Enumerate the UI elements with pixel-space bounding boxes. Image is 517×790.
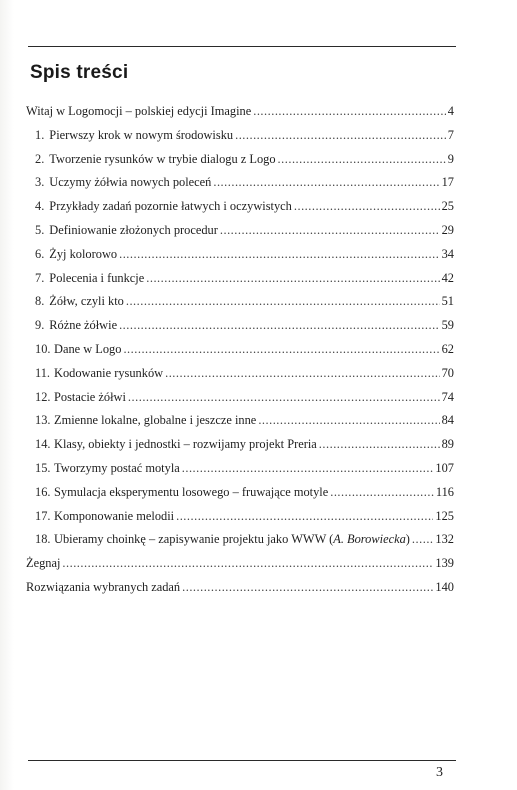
toc-entry-8	[26, 290, 454, 314]
page-number: 3	[436, 765, 443, 780]
toc-entry-label: Tworzenie rysunków w trybie dialogu z Logo	[49, 151, 276, 166]
toc-entry-14	[26, 433, 454, 457]
toc-entry-number: 3.	[35, 175, 45, 190]
toc-entry-page: 132	[435, 532, 454, 547]
leader-dots	[146, 267, 439, 291]
toc-entry-page: 9	[447, 151, 454, 166]
toc-entry-page: 107	[435, 460, 454, 475]
toc-title: Spis treści	[30, 62, 129, 83]
toc-entry-13	[26, 409, 454, 433]
leader-dots	[128, 386, 440, 410]
toc-entry-number: 8.	[35, 294, 45, 309]
toc-entry-page: 116	[435, 484, 454, 499]
toc-entry-label: Różne żółwie	[49, 318, 118, 333]
top-rule	[28, 46, 456, 47]
toc-entry-number: 18.	[35, 532, 51, 547]
toc-entry-page: 62	[441, 341, 454, 356]
toc-entry-number: 6.	[35, 246, 45, 261]
leader-dots	[278, 148, 446, 172]
toc-entry-label: Pierwszy krok w nowym środowisku	[49, 127, 234, 142]
toc-entry-number: 1.	[35, 127, 45, 142]
toc-entry-page: 7	[447, 127, 454, 142]
toc-entry-16	[26, 481, 454, 505]
toc-entry-12	[26, 386, 454, 410]
toc-entry-number: 9.	[35, 318, 45, 333]
toc-entry-number: 7.	[35, 270, 45, 285]
toc-entry-label: Symulacja eksperymentu losowego – fruwające motyle	[54, 484, 329, 499]
toc-entry-page: 59	[441, 318, 454, 333]
toc-entry-label: Definiowanie złożonych procedur	[49, 222, 218, 237]
toc-entry-page: 42	[441, 270, 454, 285]
toc-entry-15	[26, 457, 454, 481]
toc-entry-number: 11.	[35, 365, 51, 380]
toc-entry-number: 5.	[35, 222, 45, 237]
toc-entry-page: 84	[441, 413, 454, 428]
leader-dots	[182, 457, 434, 481]
leader-dots	[62, 552, 433, 576]
toc-entry-number: 4.	[35, 199, 45, 214]
leader-dots	[412, 528, 433, 552]
toc-entry-label: Komponowanie melodii	[54, 508, 175, 523]
toc-entry-label: Uczymy żółwia nowych poleceń	[49, 175, 212, 190]
leader-dots	[176, 505, 433, 529]
toc-entry-11	[26, 362, 454, 386]
leader-dots	[258, 409, 439, 433]
leader-dots	[165, 362, 440, 386]
toc-entry-number: 2.	[35, 151, 45, 166]
toc-entry-page: 29	[441, 222, 454, 237]
toc-entry-page: 4	[447, 104, 454, 118]
toc-entry-label: Żółw, czyli kto	[49, 294, 124, 309]
toc-entry-label: Przykłady zadań pozornie łatwych i oczywistych	[49, 199, 292, 214]
toc-entry-page: 139	[435, 556, 454, 571]
toc-entry-page: 70	[441, 365, 454, 380]
bottom-rule	[28, 760, 456, 761]
toc-entry-label: Zmienne lokalne, globalne i jeszcze inne	[54, 413, 257, 428]
toc-entry-page: 25	[441, 199, 454, 214]
toc-entry-label: Żegnaj	[26, 556, 61, 571]
leader-dots	[126, 290, 440, 314]
leader-dots	[319, 433, 440, 457]
toc-entry-label: Dane w Logo	[54, 341, 122, 356]
toc-entry-17	[26, 505, 454, 529]
toc-entry-5	[26, 219, 454, 243]
toc-entry-7	[26, 267, 454, 291]
toc-entry-farewell	[26, 552, 454, 576]
toc-entry-1	[26, 124, 454, 148]
toc-entry-number: 13.	[35, 413, 51, 428]
toc-entry-number: 17.	[35, 508, 51, 523]
toc-entry-label: Witaj w Logomocji – polskiej edycji Imagine	[26, 104, 252, 118]
leader-dots	[220, 219, 440, 243]
toc-entry-intro	[26, 100, 454, 124]
toc-entry-page: 125	[435, 508, 454, 523]
toc-entry-number: 14.	[35, 437, 51, 452]
toc-entry-9	[26, 314, 454, 338]
leader-dots	[253, 100, 446, 124]
toc-entry-2	[26, 148, 454, 172]
toc-entry-number: 16.	[35, 484, 51, 499]
toc-entry-18	[26, 528, 454, 552]
toc-entry-page: 34	[441, 246, 454, 261]
toc-entry-label: Polecenia i funkcje	[49, 270, 145, 285]
toc-entry-number: 10.	[35, 341, 51, 356]
toc-entry-label-main: Ubieramy choinkę – zapisywanie projektu jako WWW (	[54, 532, 334, 547]
toc-entry-label: Klasy, obiekty i jednostki – rozwijamy projekt Preria	[54, 437, 317, 452]
toc-entry-label: Rozwiązania wybranych zadań	[26, 579, 181, 594]
leader-dots	[119, 314, 440, 338]
toc-entry-10	[26, 338, 454, 362]
toc-entry-4	[26, 195, 454, 219]
leader-dots	[330, 481, 434, 505]
toc-entry-page: 140	[435, 579, 454, 594]
toc-entry-3	[26, 171, 454, 195]
toc-entry-solutions	[26, 576, 454, 600]
toc-entry-label: Postacie żółwi	[54, 389, 126, 404]
toc-entry-number: 12.	[35, 389, 51, 404]
toc-entry-page: 89	[441, 437, 454, 452]
toc-entry-label	[54, 528, 410, 552]
toc-entry-page: 74	[441, 389, 454, 404]
leader-dots	[294, 195, 440, 219]
toc-entry-author: A. Borowiecka	[333, 532, 406, 547]
leader-dots	[119, 243, 440, 267]
toc-entry-number: 15.	[35, 460, 51, 475]
leader-dots	[123, 338, 439, 362]
leader-dots	[235, 124, 446, 148]
leader-dots	[213, 171, 439, 195]
toc-entry-page: 51	[441, 294, 454, 309]
table-of-contents	[26, 100, 454, 600]
leader-dots	[182, 576, 433, 600]
toc-entry-6	[26, 243, 454, 267]
toc-entry-page: 17	[441, 175, 454, 190]
toc-entry-label: Tworzymy postać motyla	[54, 460, 180, 475]
toc-entry-label: Kodowanie rysunków	[54, 365, 164, 380]
toc-entry-label-close: )	[405, 532, 410, 547]
toc-entry-label: Żyj kolorowo	[49, 246, 118, 261]
